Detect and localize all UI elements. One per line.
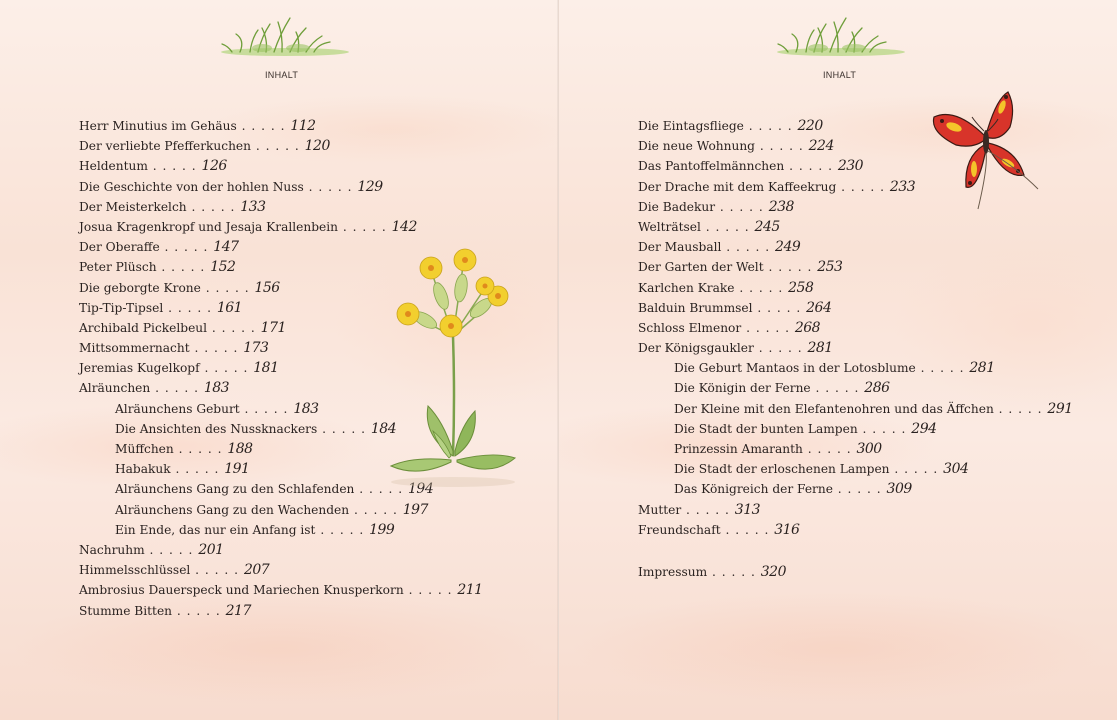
toc-entry-page-number: 316	[774, 521, 800, 538]
toc-entry-title: Welträtsel	[638, 219, 701, 234]
toc-entry-title: Die Ansichten des Nussknackers	[115, 421, 318, 436]
toc-entry-title: Heldentum	[79, 159, 148, 174]
toc-entry-page-number: 129	[357, 178, 383, 195]
toc-entry	[638, 479, 1073, 499]
toc-entry-dots: . . . . .	[317, 421, 371, 436]
toc-entry-title: Müffchen	[115, 442, 174, 456]
toc-entry-dots: . . . . .	[190, 563, 244, 578]
toc-entry-title: Josua Kragenkropf und Jesaja Krallenbein	[79, 219, 338, 234]
toc-entry-page-number: 183	[293, 400, 319, 417]
toc-entry-page-number: 126	[201, 158, 227, 175]
toc-entry-dots: . . . . .	[810, 381, 865, 396]
toc-entry-dots: . . . . .	[338, 219, 392, 234]
toc-entry-page-number: 245	[754, 218, 780, 235]
toc-entry	[79, 156, 483, 176]
toc-entry	[638, 399, 1073, 419]
toc-entry	[638, 217, 1073, 237]
toc-entry-title: Die Königin der Ferne	[674, 381, 811, 396]
toc-entry-page-number: 309	[886, 481, 912, 498]
toc-entry-title: Schloss Elmenor	[638, 320, 742, 335]
toc-entry-page-number: 268	[794, 319, 821, 336]
toc-entry-page-number: 264	[806, 299, 832, 316]
toc-entry-dots: . . . . .	[763, 260, 818, 275]
toc-entry-page-number: 294	[911, 420, 937, 437]
toc-entry-dots: . . . . .	[721, 240, 776, 255]
toc-entry	[638, 419, 1073, 439]
toc-entry	[638, 378, 1073, 398]
toc-entry	[638, 358, 1073, 378]
toc-entry-page-number: 152	[210, 259, 236, 276]
toc-entry-dots: . . . . .	[163, 300, 217, 315]
toc-entry-dots: . . . . .	[236, 119, 291, 133]
grass-tuft-illustration	[559, 10, 1117, 60]
toc-entry	[638, 257, 1073, 277]
toc-entry-dots: . . . . .	[251, 139, 305, 154]
toc-entry-page-number: 173	[243, 340, 269, 357]
toc-entry-dots: . . . . .	[734, 280, 789, 295]
toc-entry-page-number: 220	[797, 118, 823, 134]
toc-entry-dots: . . . . .	[720, 522, 775, 537]
toc-entry-dots: . . . . .	[354, 482, 409, 497]
toc-entry-page-number: 133	[240, 198, 266, 215]
toc-entry-dots: . . . . .	[189, 341, 244, 356]
toc-entry-page-number: 238	[768, 198, 794, 215]
toc-entry-title: Mittsommernacht	[79, 341, 190, 356]
toc-entry-dots: . . . . .	[170, 462, 225, 477]
toc-entry-dots: . . . . .	[755, 139, 809, 154]
toc-entry-title: Der verliebte Pfefferkuchen	[79, 139, 251, 154]
toc-entry-dots: . . . . .	[889, 462, 944, 477]
toc-entry-dots: . . . . .	[303, 179, 358, 194]
toc-entry-page-number: 304	[943, 461, 969, 478]
toc-entry-title: Der Meisterkelch	[79, 199, 187, 214]
toc-entry-title: Alräunchens Geburt	[115, 401, 240, 416]
toc-entry-page-number: 233	[889, 178, 916, 195]
toc-entry	[79, 520, 483, 540]
toc-entry-page-number: 201	[198, 541, 224, 558]
toc-entry-title: Nachruhm	[79, 542, 145, 557]
toc-entry-title: Ein Ende, das nur ein Anfang ist	[115, 522, 316, 537]
toc-entry-page-number: 291	[1047, 400, 1073, 417]
toc-entry-page-number: 199	[369, 521, 395, 538]
left-page	[0, 0, 558, 720]
toc-entry-title: Der Kleine mit den Elefantenohren und das Äffchen	[674, 401, 994, 416]
toc-entry-dots: . . . . .	[315, 522, 370, 537]
toc-entry-page-number: 320	[760, 563, 786, 580]
toc-entry-title: Die Badekur	[638, 199, 716, 214]
toc-entry-title: Das Königreich der Ferne	[674, 482, 833, 497]
toc-entry-page-number: 120	[304, 138, 330, 155]
toc-entry-title: Die Geschichte von der hohlen Nuss	[79, 179, 304, 194]
toc-entry-page-number: 207	[243, 562, 270, 579]
toc-entry-title: Alräunchens Gang zu den Schlafenden	[115, 482, 355, 497]
toc-entry-title: Die Stadt der erloschenen Lampen	[674, 462, 890, 477]
toc-entry-title: Mutter	[638, 502, 682, 517]
toc-entry-page-number: 230	[837, 158, 864, 175]
toc-entry	[79, 601, 483, 621]
toc-entry-page-number: 142	[391, 218, 417, 235]
toc-entry-dots: . . . . .	[857, 421, 912, 436]
toc-entry-title: Der Garten der Welt	[638, 260, 764, 275]
toc-entry-page-number: 197	[402, 501, 428, 518]
toc-entry	[79, 580, 483, 600]
grass-tuft-illustration	[0, 10, 558, 60]
toc-entry-page-number: 191	[224, 461, 250, 478]
toc-entry-dots: . . . . .	[752, 300, 807, 315]
toc-entry-page-number: 161	[216, 299, 243, 316]
toc-entry-dots: . . . . .	[681, 502, 735, 517]
right-page	[559, 0, 1117, 720]
toc-entry-title: Herr Minutius im Gehäus	[79, 119, 237, 133]
cowslip-flower-illustration	[383, 246, 523, 496]
toc-entry	[638, 520, 1073, 540]
toc-entry-title: Die neue Wohnung	[638, 139, 755, 154]
toc-entry-title: Die Geburt Mantaos in der Lotosblume	[674, 361, 916, 376]
toc-entry-dots: . . . . .	[150, 381, 204, 396]
toc-entry-dots: . . . . .	[349, 502, 403, 517]
toc-entry-title: Der Drache mit dem Kaffeekrug	[638, 179, 837, 194]
toc-entry-page-number: 286	[864, 380, 890, 397]
toc-entry-dots: . . . . .	[715, 199, 769, 214]
toc-entry-page-number: 281	[969, 360, 995, 377]
page-heading: INHALT	[823, 70, 857, 80]
toc-entry-dots: . . . . .	[741, 320, 795, 335]
toc-entry-impressum	[638, 562, 1073, 582]
toc-entry-dots: . . . . .	[199, 361, 254, 376]
toc-entry	[638, 439, 1073, 459]
toc-entry-title: Tip-Tip-Tipsel	[79, 300, 164, 315]
toc-entry-page-number: 171	[260, 319, 286, 336]
toc-entry-dots: . . . . .	[173, 442, 228, 456]
toc-entry-page-number: 183	[203, 380, 230, 397]
toc-entry-page-number: 281	[807, 340, 833, 357]
toc-entry	[79, 217, 483, 237]
toc-entry	[638, 500, 1073, 520]
toc-entry	[79, 540, 483, 560]
toc-entry-title: Der Oberaffe	[79, 240, 160, 255]
toc-entry-dots: . . . . .	[186, 199, 241, 214]
toc-entry-dots: . . . . .	[147, 159, 202, 174]
toc-entry-page-number: 300	[856, 441, 882, 457]
toc-entry-dots: . . . . .	[915, 361, 970, 376]
toc-entry-title: Impressum	[638, 564, 708, 579]
page-heading: INHALT	[265, 70, 299, 80]
toc-entry-title: Habakuk	[115, 462, 171, 477]
toc-entry-title: Ambrosius Dauerspeck und Mariechen Knusperkorn	[79, 583, 404, 598]
toc-entry-title: Himmelsschlüssel	[79, 563, 191, 578]
toc-entry-page-number: 253	[817, 259, 843, 276]
toc-entry-title: Peter Plüsch	[79, 260, 157, 275]
toc-entry-title: Stumme Bitten	[79, 603, 173, 618]
toc-entry-title: Die Eintagsfliege	[638, 119, 744, 133]
toc-entry-dots: . . . . .	[207, 320, 261, 335]
toc-entry-dots: . . . . .	[156, 260, 211, 275]
toc-entry-title: Die Stadt der bunten Lampen	[674, 421, 858, 436]
toc-spacer	[638, 540, 1073, 562]
toc-entry-dots: . . . . .	[403, 583, 458, 598]
toc-entry	[79, 116, 483, 136]
toc-entry-title: Der Königsgaukler	[638, 341, 754, 356]
toc-entry	[79, 177, 483, 197]
toc-entry-title: Prinzessin Amaranth	[674, 442, 803, 456]
toc-entry-page-number: 258	[788, 279, 814, 296]
toc-entry	[638, 278, 1073, 298]
toc-entry-page-number: 156	[254, 279, 280, 296]
toc-entry-title: Archibald Pickelbeul	[79, 320, 208, 335]
toc-entry-page-number: 211	[457, 582, 483, 599]
toc-entry-dots: . . . . .	[743, 119, 798, 133]
toc-entry-title: Alräunchens Gang zu den Wachenden	[115, 502, 350, 517]
toc-entry-dots: . . . . .	[832, 482, 887, 497]
toc-entry	[79, 500, 483, 520]
toc-entry-dots: . . . . .	[172, 603, 226, 618]
toc-entry-dots: . . . . .	[700, 219, 755, 234]
toc-entry	[638, 298, 1073, 318]
toc-entry-title: Der Mausball	[638, 240, 722, 255]
toc-entry	[638, 338, 1073, 358]
toc-entry-title: Die geborgte Krone	[79, 280, 201, 295]
toc-entry-title: Jeremias Kugelkopf	[79, 361, 200, 376]
toc-entry-page-number: 181	[253, 360, 279, 377]
toc-entry	[638, 237, 1073, 257]
toc-entry-page-number: 147	[213, 239, 239, 256]
toc-entry-page-number: 217	[225, 602, 251, 619]
toc-entry-dots: . . . . .	[239, 401, 294, 416]
toc-entry-page-number: 224	[808, 138, 834, 155]
toc-entry-title: Balduin Brummsel	[638, 300, 753, 315]
toc-entry-dots: . . . . .	[802, 442, 857, 456]
toc-entry-page-number: 112	[290, 118, 316, 134]
toc-entry-page-number: 249	[775, 239, 801, 256]
toc-entry-dots: . . . . .	[200, 280, 255, 295]
toc-entry-dots: . . . . .	[159, 240, 214, 255]
toc-entry-page-number: 313	[734, 501, 761, 518]
toc-entry	[79, 197, 483, 217]
toc-entry-page-number: 194	[408, 481, 434, 498]
toc-entry-dots: . . . . .	[993, 401, 1048, 416]
toc-entry-dots: . . . . .	[144, 542, 199, 557]
toc-entry-title: Alräunchen	[79, 381, 151, 396]
toc-entry-dots: . . . . .	[707, 564, 761, 579]
toc-entry-dots: . . . . .	[753, 341, 808, 356]
toc-entry	[79, 136, 483, 156]
butterfly-illustration	[926, 87, 1046, 217]
toc-entry-title: Das Pantoffelmännchen	[638, 159, 785, 174]
toc-entry-page-number: 184	[370, 420, 397, 437]
toc-entry-title: Freundschaft	[638, 522, 721, 537]
toc-entry-title: Karlchen Krake	[638, 280, 735, 295]
toc-entry	[638, 318, 1073, 338]
toc-entry-dots: . . . . .	[836, 179, 890, 194]
toc-entry	[79, 560, 483, 580]
toc-entry-dots: . . . . .	[784, 159, 838, 174]
toc-entry	[638, 459, 1073, 479]
toc-entry-page-number: 188	[227, 441, 253, 457]
